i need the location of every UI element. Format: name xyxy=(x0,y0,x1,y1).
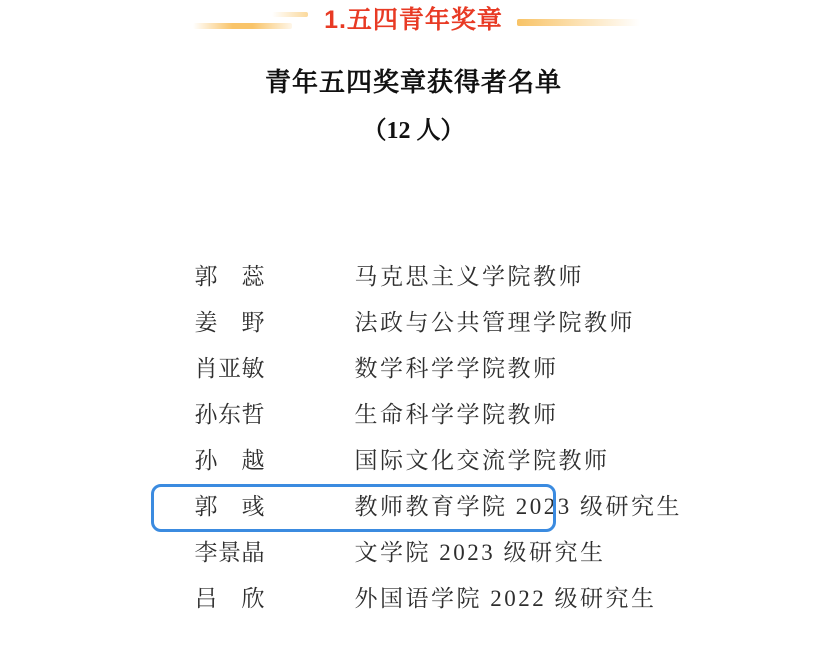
recipients-list xyxy=(0,208,827,611)
recipient-affiliation: 教师教育学院 2023 级研究生 xyxy=(354,494,682,519)
recipient-name: 吕 欣 xyxy=(194,586,265,611)
list-count: （12 人） xyxy=(362,118,465,144)
recipient-affiliation: 生命科学学院教师 xyxy=(354,402,559,427)
recipient-name: 李景晶 xyxy=(194,540,265,565)
list-title: 青年五四奖章获得者名单 xyxy=(264,68,562,97)
recipient-name: 肖亚敏 xyxy=(194,356,265,381)
section-header-title: 1.五四青年奖章 xyxy=(324,6,503,34)
recipient-affiliation: 文学院 2023 级研究生 xyxy=(354,540,606,565)
list-item xyxy=(0,208,827,289)
recipient-affiliation: 国际文化交流学院教师 xyxy=(354,448,610,473)
recipient-name: 郭 彧 xyxy=(194,494,265,519)
recipient-name: 郭 蕊 xyxy=(194,264,265,289)
recipient-name: 姜 野 xyxy=(194,310,265,335)
recipient-name: 孙东哲 xyxy=(194,402,265,427)
recipient-name: 孙 越 xyxy=(194,448,265,473)
recipient-affiliation: 法政与公共管理学院教师 xyxy=(354,310,635,335)
recipient-affiliation: 马克思主义学院教师 xyxy=(354,264,584,289)
recipient-affiliation: 数学科学学院教师 xyxy=(354,356,559,381)
recipient-affiliation: 外国语学院 2022 级研究生 xyxy=(354,586,657,611)
